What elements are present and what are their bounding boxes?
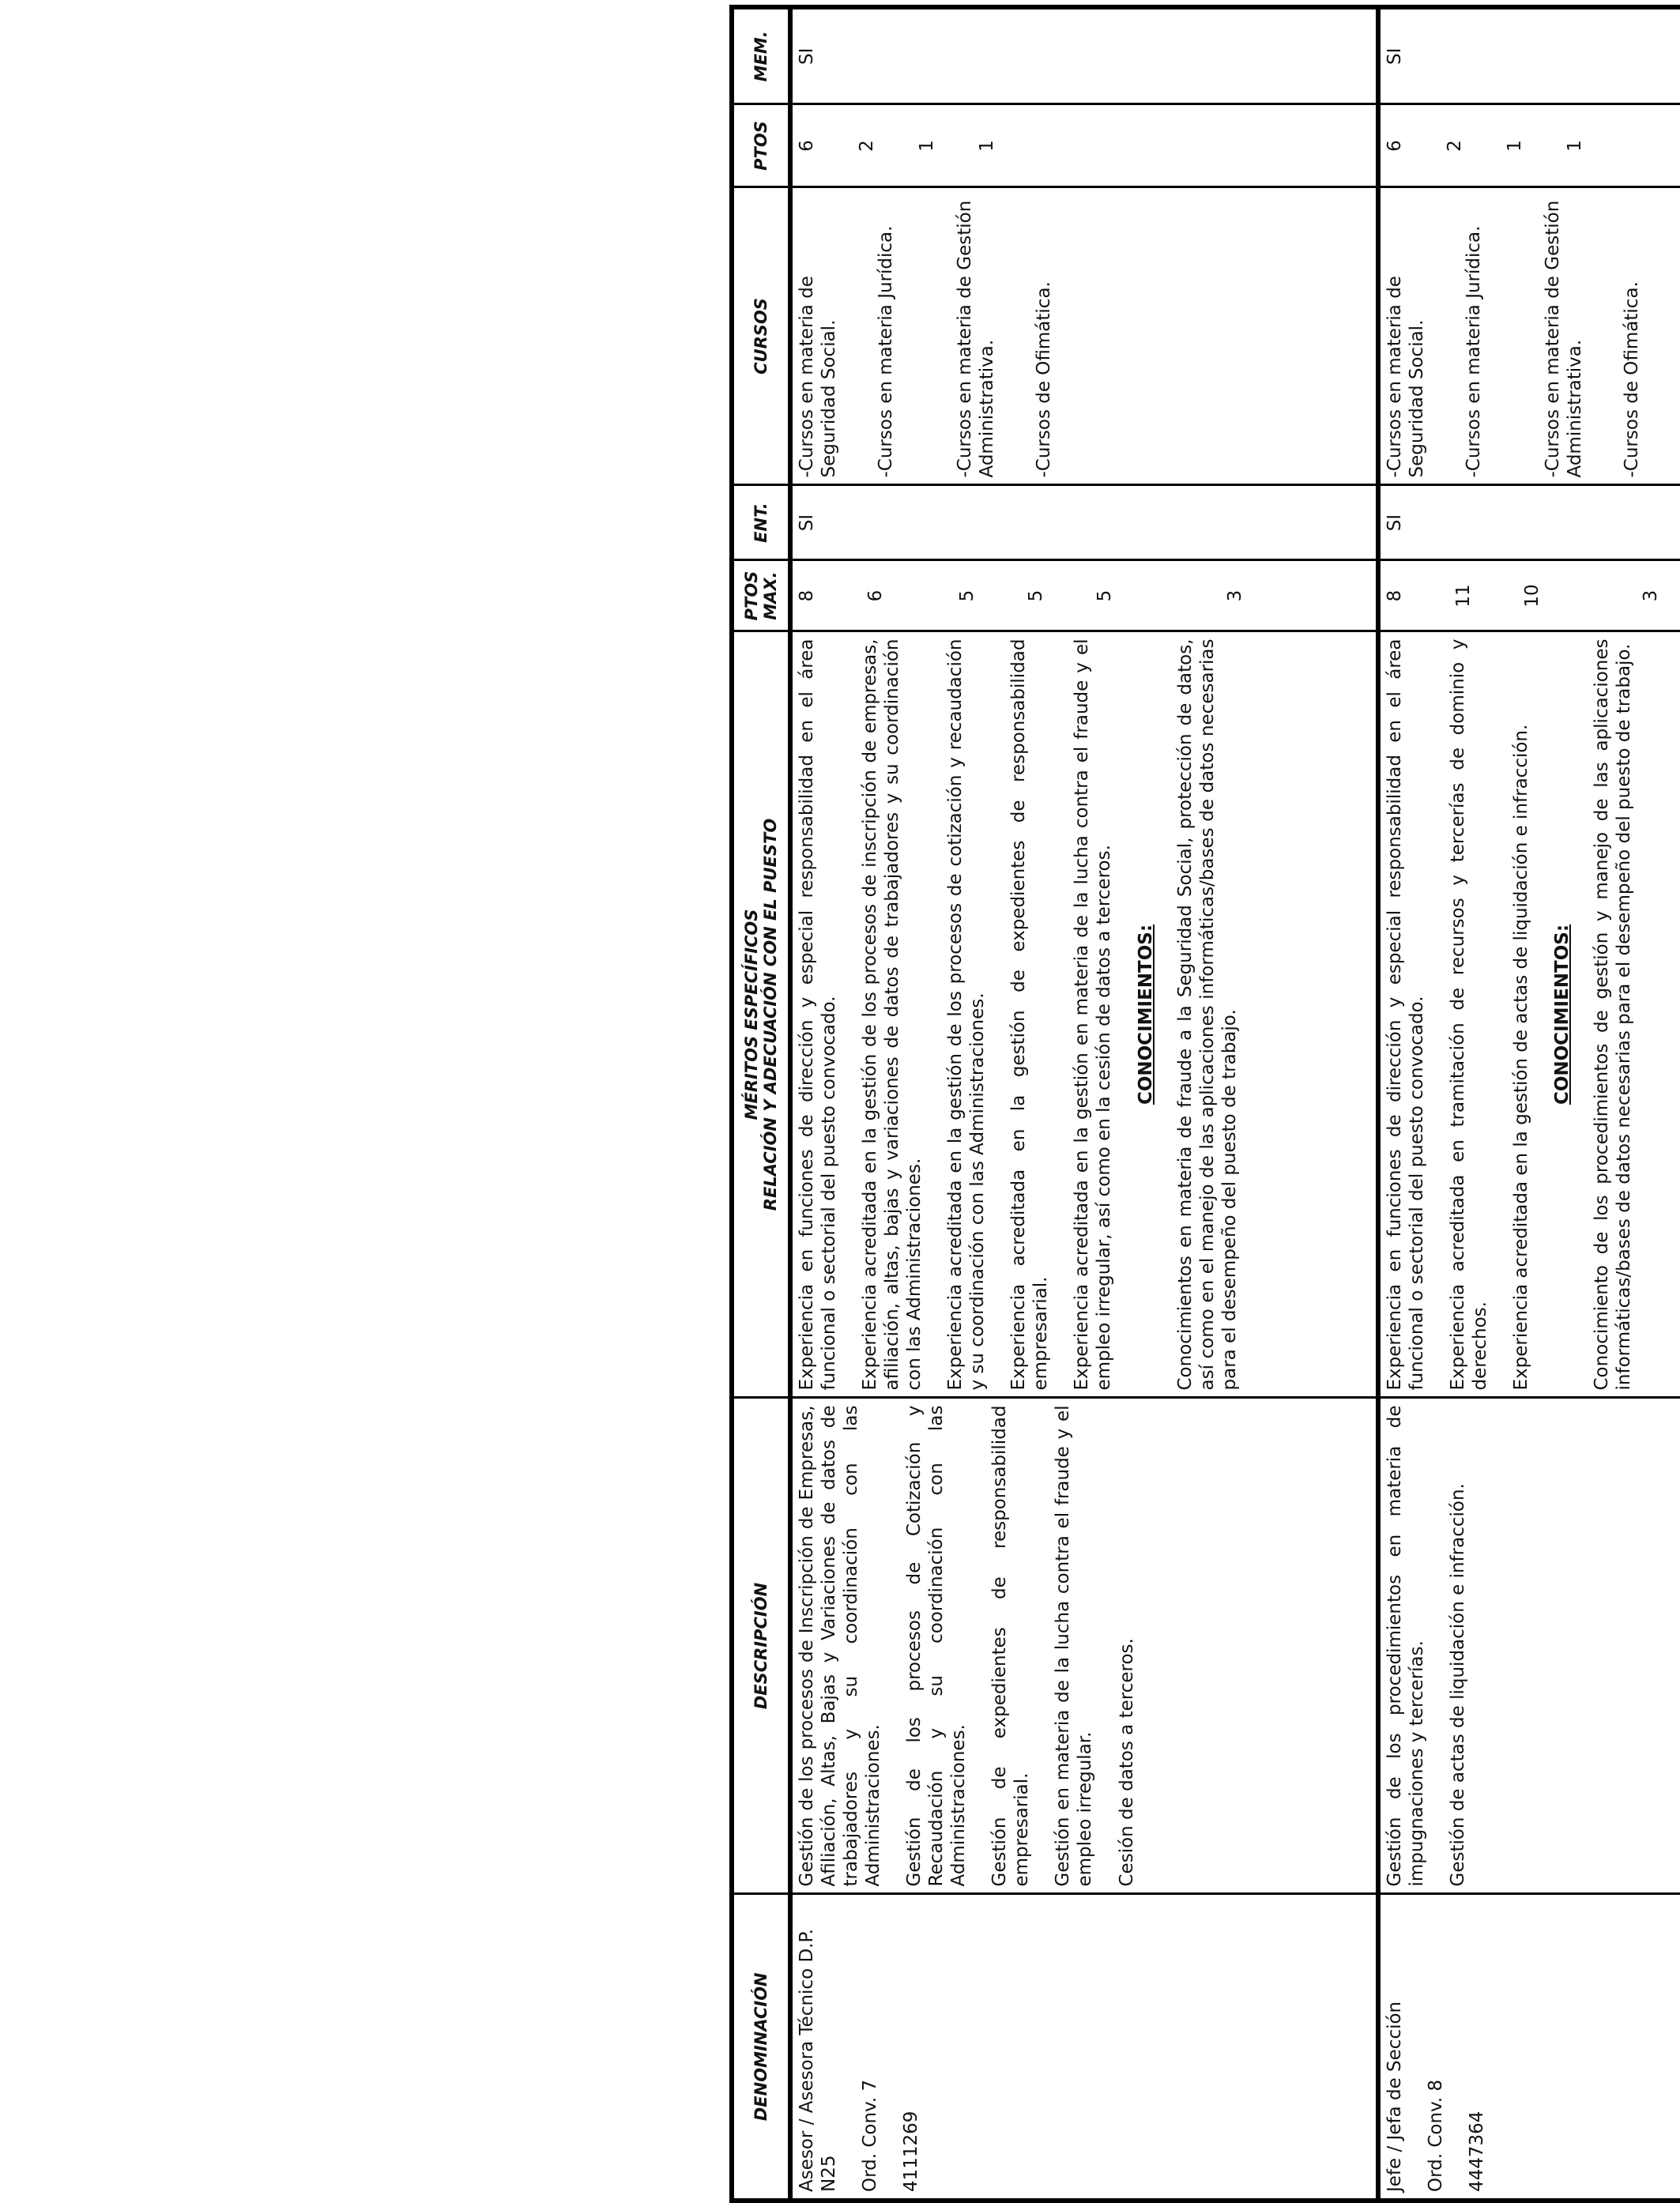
header-ptos-max-line2: MAX. <box>761 571 780 620</box>
ptos-max-value: 5 <box>957 589 977 602</box>
header-meritos-line2: RELACIÓN Y ADECUACIÓN CON EL PUESTO <box>761 818 780 1211</box>
post-order: Ord. Conv. 8 <box>1425 2079 1446 2192</box>
ptos-value: 2 <box>857 140 877 152</box>
cursos-cell <box>1378 187 1680 485</box>
header-denominacion: DENOMINACIÓN <box>732 1894 790 2201</box>
course-item: -Cursos en materia de Seguridad Social. <box>1384 276 1427 478</box>
conocimientos-text: Conocimientos en materia de fraude a la Seguridad Social, protección de datos, así como en el manejo de las aplicaciones informáticas/bases de datos necesarias para el desempeño del puesto de trabajo. <box>1174 638 1240 1391</box>
description-item: Gestión de actas de liquidación e infracción. <box>1447 1483 1468 1887</box>
denominacion-cell <box>790 1894 1378 2201</box>
merit-item: Experiencia acreditada en la gestión de actas de liquidación e infracción. <box>1511 724 1531 1391</box>
post-title: Jefe / Jefa de Sección <box>1384 2001 1405 2192</box>
ptos-value: 6 <box>797 140 817 152</box>
post-code: 4111269 <box>901 2111 922 2192</box>
description-item: Cesión de datos a terceros. <box>1116 1638 1137 1887</box>
conocimientos-heading: CONOCIMIENTOS: <box>1135 924 1156 1105</box>
ptos-cell <box>790 104 1378 187</box>
mem-cell <box>1378 7 1680 104</box>
course-item: -Cursos en materia de Gestión Administrativa. <box>1542 200 1585 478</box>
description-item: Gestión de expedientes de responsabilidad empresarial. <box>989 1405 1033 1887</box>
meritos-cell <box>790 631 1378 1398</box>
merit-item: Experiencia en funciones de dirección y especial responsabilidad en el área funcional o sectorial del puesto convocado. <box>1384 638 1427 1391</box>
ptos-max-conocimientos: 3 <box>1225 589 1245 602</box>
rotated-page <box>729 9 1680 2203</box>
table-row <box>1378 7 1680 2201</box>
course-item: -Cursos en materia de Seguridad Social. <box>797 276 840 478</box>
header-ptos-max <box>732 560 790 631</box>
post-code: 4447364 <box>1466 2111 1487 2192</box>
ptos-max-value: 8 <box>1384 589 1405 602</box>
mem-value: SI <box>797 47 817 65</box>
post-title: Asesor / Asesora Técnico D.P. N25 <box>797 1928 840 2192</box>
table-row <box>790 7 1378 2201</box>
course-item: -Cursos en materia Jurídica. <box>1463 225 1484 478</box>
ent-cell <box>1378 485 1680 560</box>
mem-cell <box>790 7 1378 104</box>
ptos-value: 1 <box>977 140 997 152</box>
post-order: Ord. Conv. 7 <box>860 2079 881 2192</box>
ptos-max-value: 11 <box>1452 584 1474 608</box>
header-ptos: PTOS <box>732 104 790 187</box>
ent-value: SI <box>797 514 817 532</box>
descripcion-cell <box>790 1398 1378 1894</box>
header-descripcion: DESCRIPCIÓN <box>732 1398 790 1894</box>
ptos-max-value: 5 <box>1094 589 1115 602</box>
description-item: Gestión de los procedimientos en materia de impugnaciones y tercerías. <box>1384 1405 1427 1887</box>
ptos-value: 1 <box>1504 140 1525 152</box>
course-item: -Cursos en materia Jurídica. <box>876 225 896 478</box>
ptos-max-conocimientos: 3 <box>1640 589 1661 602</box>
merit-item: Experiencia acreditada en la gestión de expedientes de responsabilidad empresarial. <box>1008 638 1052 1391</box>
ent-value: SI <box>1384 514 1405 532</box>
header-row <box>732 7 790 2201</box>
merits-table <box>729 5 1680 2203</box>
descripcion-cell <box>1378 1398 1680 1894</box>
header-meritos-line1: MÉRITOS ESPECÍFICOS <box>741 909 761 1120</box>
ptos-max-value: 6 <box>865 589 886 602</box>
merit-item: Experiencia acreditada en la gestión de los procesos de inscripción de empresas, afiliación, altas, bajas y variaciones de datos de trabajadores y su coordinación con las Administraciones. <box>860 638 925 1391</box>
ptos-value: 2 <box>1444 140 1465 152</box>
header-cursos: CURSOS <box>732 187 790 485</box>
ptos-max-value: 8 <box>797 589 817 602</box>
merit-item: Experiencia en funciones de dirección y especial responsabilidad en el área funcional o sectorial del puesto convocado. <box>797 638 840 1391</box>
ptos-value: 6 <box>1384 140 1405 152</box>
description-item: Gestión de los procesos de Cotización y Recaudación y su coordinación con las Administraciones. <box>904 1405 970 1887</box>
ptos-max-value: 10 <box>1521 584 1543 608</box>
header-ptos-max-line1: PTOS <box>741 571 761 621</box>
course-item: -Cursos de Ofimática. <box>1034 281 1054 478</box>
description-item: Gestión en materia de la lucha contra el fraude y el empleo irregular. <box>1053 1405 1096 1887</box>
ptos-cell <box>1378 104 1680 187</box>
ptos-value: 1 <box>917 140 937 152</box>
merit-item: Experiencia acreditada en la gestión de los procesos de cotización y recaudación y su coordinación con las Administraciones. <box>945 638 989 1391</box>
merit-item: Experiencia acreditada en la gestión en materia de la lucha contra el fraude y el empleo irregular, así como en la cesión de datos a terceros. <box>1072 638 1115 1391</box>
header-meritos <box>732 631 790 1398</box>
ptos-max-value: 5 <box>1026 589 1046 602</box>
conocimientos-heading: CONOCIMIENTOS: <box>1552 924 1573 1105</box>
conocimientos-text: Conocimiento de los procedimientos de gestión y manejo de las aplicaciones informáticas/bases de datos necesarias para el desempeño del puesto de trabajo. <box>1591 638 1635 1391</box>
course-item: -Cursos en materia de Gestión Administrativa. <box>955 200 998 478</box>
ptos-value: 1 <box>1564 140 1585 152</box>
ptos-max-cell <box>790 560 1378 631</box>
header-mem: MEM. <box>732 7 790 104</box>
meritos-cell <box>1378 631 1680 1398</box>
denominacion-cell <box>1378 1894 1680 2201</box>
ent-cell <box>790 485 1378 560</box>
mem-value: SI <box>1384 47 1405 65</box>
description-item: Gestión de los procesos de Inscripción de Empresas, Afiliación, Altas, Bajas y Variaciones de datos de trabajadores y su coordinación con las Administraciones. <box>797 1405 884 1887</box>
ptos-max-cell <box>1378 560 1680 631</box>
cursos-cell <box>790 187 1378 485</box>
course-item: -Cursos de Ofimática. <box>1621 281 1642 478</box>
merit-item: Experiencia acreditada en tramitación de recursos y tercerías de dominio y derechos. <box>1447 638 1490 1391</box>
header-ent: ENT. <box>732 485 790 560</box>
